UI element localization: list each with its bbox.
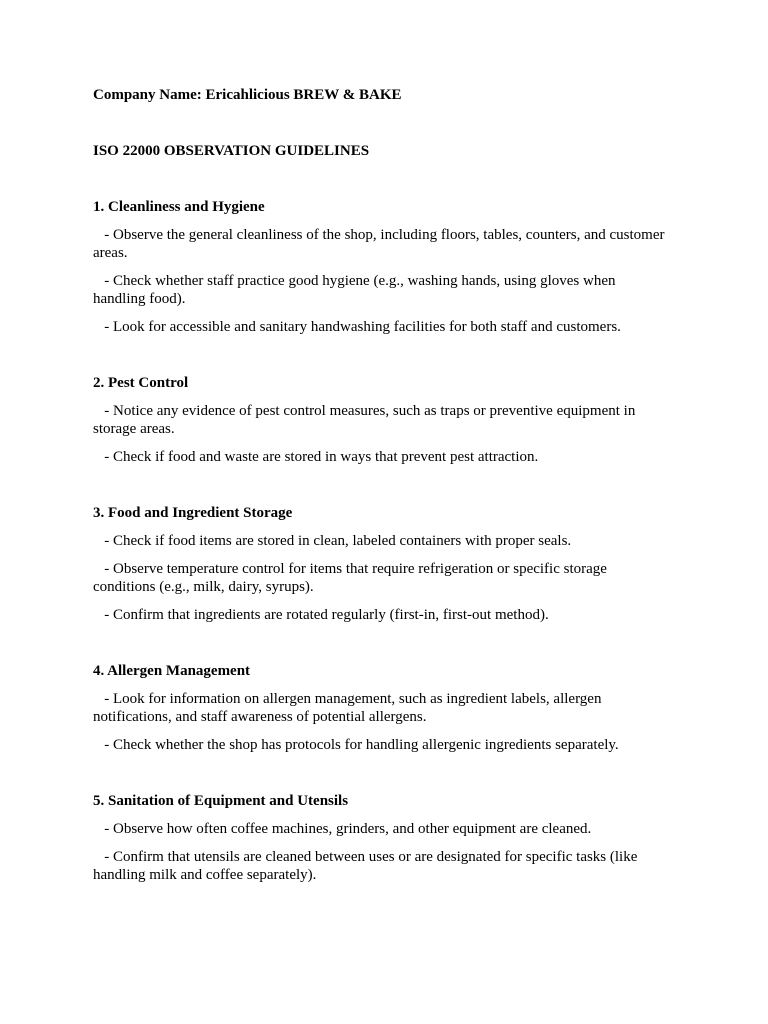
guideline-item: - Check if food and waste are stored in ways that prevent pest attraction. (93, 449, 539, 465)
company-name-line: Company Name: Ericahlicious BREW & BAKE (93, 87, 402, 103)
guideline-item: - Look for accessible and sanitary handwashing facilities for both staff and customers. (93, 319, 621, 335)
guideline-item: - Notice any evidence of pest control measures, such as traps or preventive equipment in storage areas. (93, 403, 640, 437)
section-food-storage (93, 504, 668, 624)
guideline-item: - Check whether staff practice good hygiene (e.g., washing hands, using gloves when handling food). (93, 273, 620, 307)
guideline-item: - Observe how often coffee machines, grinders, and other equipment are cleaned. (93, 821, 592, 837)
document-title: ISO 22000 OBSERVATION GUIDELINES (93, 143, 370, 159)
guideline-item: - Observe the general cleanliness of the shop, including floors, tables, counters, and customer areas. (93, 227, 669, 261)
guideline-item: - Look for information on allergen management, such as ingredient labels, allergen notifications, and staff awareness of potential allergens. (93, 691, 606, 725)
guideline-item: - Check if food items are stored in clean, labeled containers with proper seals. (93, 533, 572, 549)
section-cleanliness-hygiene (93, 198, 668, 336)
section-pest-control (93, 374, 668, 466)
section-title: 2. Pest Control (93, 375, 189, 391)
section-allergen-management (93, 662, 668, 754)
guideline-item: - Confirm that utensils are cleaned between uses or are designated for specific tasks (like handling milk and coffee separately). (93, 849, 642, 883)
section-equipment-sanitation (93, 792, 668, 884)
guideline-item: - Observe temperature control for items that require refrigeration or specific storage conditions (e.g., milk, dairy, syrups). (93, 561, 611, 595)
guideline-item: - Check whether the shop has protocols for handling allergenic ingredients separately. (93, 737, 619, 753)
section-title: 4. Allergen Management (93, 663, 251, 679)
section-title: 3. Food and Ingredient Storage (93, 505, 293, 521)
section-title: 1. Cleanliness and Hygiene (93, 199, 265, 215)
guideline-item: - Confirm that ingredients are rotated regularly (first-in, first-out method). (93, 607, 549, 623)
section-title: 5. Sanitation of Equipment and Utensils (93, 793, 349, 809)
document-page (93, 86, 668, 922)
